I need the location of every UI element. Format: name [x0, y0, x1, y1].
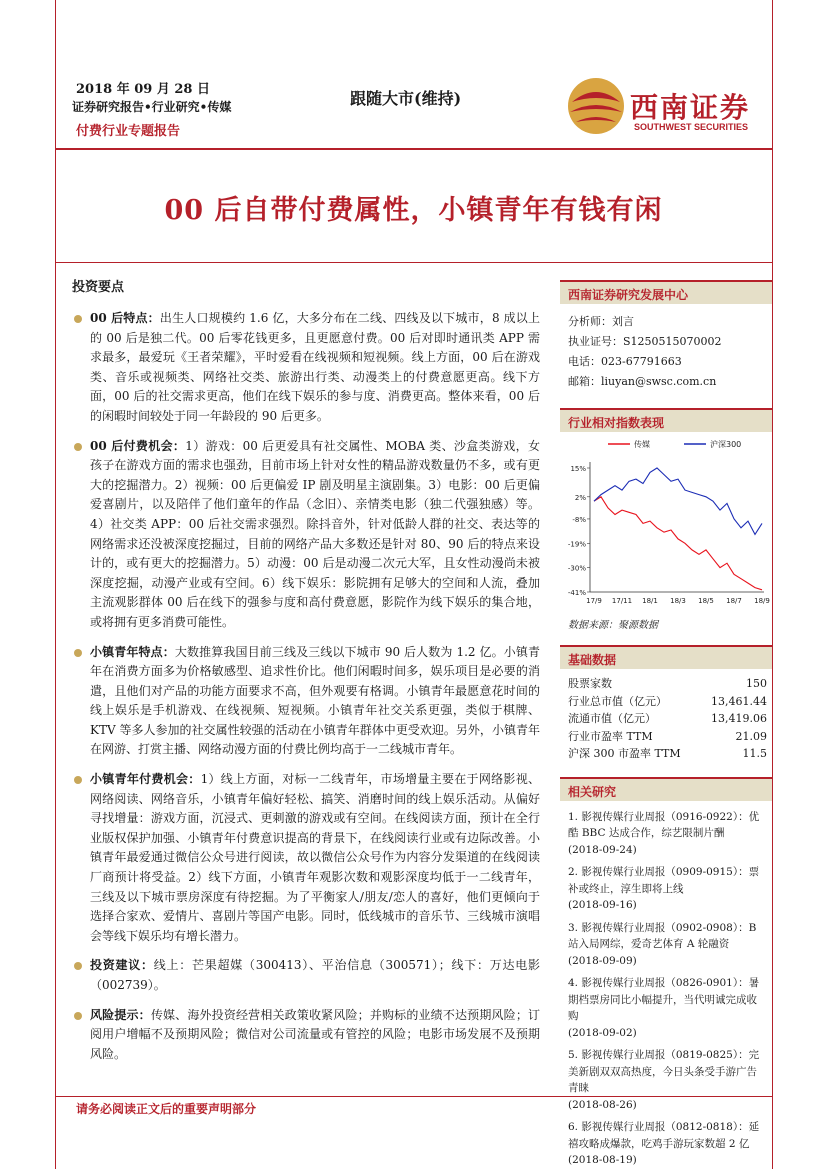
x-tick-label: 18/9 — [754, 597, 770, 605]
investment-point — [70, 643, 540, 761]
phone: 电话：023-67791663 — [568, 355, 682, 368]
point-label: 小镇青年付费机会： — [90, 772, 201, 787]
report-date: 2018 年 09 月 28 日 — [76, 82, 210, 97]
sidebar — [560, 280, 772, 1169]
point-label: 00 后特点： — [90, 311, 160, 325]
license-number: 执业证号：S1250515070002 — [568, 335, 722, 348]
related-research-item[interactable] — [560, 1119, 772, 1169]
series-line-1 — [594, 468, 762, 534]
basic-data-key: 股票家数 — [568, 677, 612, 690]
series-line-0 — [594, 497, 762, 590]
x-tick-label: 18/7 — [726, 597, 742, 605]
investment-point — [70, 309, 540, 427]
y-tick-label: -41% — [567, 589, 586, 597]
basic-data-row — [560, 710, 772, 728]
related-title: 3. 影视传媒行业周报（0902-0908）：B 站入局网综，爱奇艺体育 A 轮融资 — [568, 921, 757, 950]
related-date: (2018-09-09) — [568, 954, 637, 967]
related-title: 4. 影视传媒行业周报（0826-0901）：暑期档票房同比小幅提升，当代明诚完成收购 — [568, 977, 760, 1022]
logo-text-cn: 西南证券 — [630, 91, 751, 124]
investment-point — [70, 956, 540, 995]
x-tick-label: 18/5 — [698, 597, 714, 605]
point-text: 1）游戏：00 后更爱具有社交属性、MOBA 类、沙盒类游戏，女孩子在游戏方面的需求也强劲，目前市场上针对女性的精品游戏数量仍不多，或有更大的挖掘潜力。2）视频：00 后更偏爱 IP 剧及明星主演剧集。3）电影：00 后更偏爱喜剧片，以及陪伴了他们童年的作品（念旧）、亲情类电影（独二代强独感）等。4）社交类 APP：00 后社交需求强烈。除抖音外，针对低龄人群的社交、表达等的网络需求还没被深度挖掘过，目前的网络产品大多数还是针对 80、90 后的特点来设计的，或有更大的挖掘潜力。5）动漫：00 后是动漫二次元大军，且女性动漫尚未被深度挖掘，动漫产业或有空间。6）线下娱乐：影院拥有足够大的空间和人流，叠加主流观影群体 00 后在线下的强参与度和高付费意愿，影院作为线下娱乐的集合地，或将拥有更多消费可能性。 — [90, 438, 540, 629]
legend-label-1: 沪深300 — [710, 440, 742, 449]
basic-data-row — [560, 675, 772, 693]
y-tick-label: -19% — [567, 540, 586, 549]
bullet-dot-icon — [74, 649, 82, 657]
chart-source: 数据来源：聚源数据 — [568, 620, 658, 631]
title-rule — [55, 262, 772, 263]
logo-text-en: SOUTHWEST SECURITIES — [634, 122, 749, 132]
point-text: 1）线上方面，对标一二线青年，市场增量主要在于网络影视、网络阅读、网络音乐，小镇青年偏好轻松、搞笑、消磨时间的线上娱乐活动。从偏好寻找增量：游戏方面，沉浸式、更刺激的游戏或有空间。在线阅读方面，预计在全行业版权保护加强、小镇青年付费意识提高的背景下，在线阅读行业或有边际改善。小镇青年最爱通过微信公众号进行阅读，故以微信公众号作为内容分发渠道的在线阅读厂商预计将受益。2）线下方面，小镇青年观影次数和观影深度均低于一二线青年，三线及以下城市票房深度有待挖掘。为了平衡家人/朋友/恋人的喜好，他们更倾向于选择合家欢、爱情片、喜剧片等国产电影。同时，低线城市的音乐节、三线城市演唱会等线下娱乐均有增长潜力。 — [90, 772, 540, 943]
performance-chart — [560, 432, 772, 614]
basic-data-value: 21.09 — [735, 729, 767, 743]
point-label: 00 后付费机会： — [90, 438, 186, 453]
analyst-name: 分析师：刘言 — [568, 315, 634, 328]
related-research-item[interactable] — [560, 864, 772, 914]
y-tick-label: 2% — [574, 493, 586, 502]
performance-heading: 行业相对指数表现 — [560, 408, 772, 432]
basic-data-value: 13,419.06 — [711, 712, 767, 725]
point-label: 投资建议： — [90, 958, 154, 973]
basic-data-row — [560, 745, 772, 763]
related-date: (2018-09-02) — [568, 1026, 637, 1039]
x-tick-label: 17/11 — [611, 597, 633, 605]
x-tick-label: 18/3 — [670, 597, 686, 605]
point-text: 出生人口规模约 1.6 亿，大多分布在二线、四线及以下城市，8 成以上的 00 后是独二代。00 后零花钱更多，且更愿意付费。00 后对即时通讯类 APP 需求最多，最爱玩《王者荣耀》，平时爱看在线视频和短视频。线上方面，00 后在游戏类、音乐或视频类、网络社交类、旅游出行类、动漫类上的付费意愿更高。线下方面，00 后的社交需求更高，他们在线下娱乐的参与度、消费更高。整体来看，00 后的闲暇时间较处于同一年龄段的 90 后更多。 — [90, 311, 540, 423]
related-title: 5. 影视传媒行业周报（0819-0825）：完美新剧双双高热度，今日头条受手游广告青睐 — [568, 1049, 760, 1094]
basic-data-value: 11.5 — [742, 747, 767, 760]
report-type: 证券研究报告•行业研究•传媒 — [72, 100, 232, 114]
basic-data-value: 150 — [746, 677, 767, 690]
basic-data-key: 行业市盈率 TTM — [568, 729, 653, 743]
investment-point — [70, 770, 540, 946]
x-tick-label: 17/9 — [586, 597, 602, 605]
point-text: 大数推算我国目前三线及三线以下城市 90 后人数为 1.2 亿。小镇青年在消费方面多为价格敏感型、追求性价比。他们闲暇时间多，娱乐项目是必要的消遣，且他们对产品的功能方面要求不高，但外观要有格调。小镇青年最愿意花时间的线上娱乐是手机游戏、在线视频、短视频。小镇青年社交关系更强，类似于棋牌、KTV 等多人参加的社交属性较强的活动在小镇青年群体中更受欢迎。另外，小镇青年在网游、打赏主播、网络动漫方面的付费比例均高于一二线城市青年。 — [90, 644, 540, 757]
disclaimer-note[interactable]: 请务必阅读正文后的重要声明部分 — [76, 1102, 257, 1116]
y-tick-label: 15% — [570, 465, 586, 473]
related-date: (2018-08-19) — [568, 1154, 637, 1166]
related-research-item[interactable] — [560, 975, 772, 1041]
basic-data-row — [560, 728, 772, 746]
related-research-item[interactable] — [560, 920, 772, 970]
basic-data-key: 沪深 300 市盈率 TTM — [568, 747, 681, 760]
bullet-dot-icon — [74, 962, 82, 970]
basic-data-key: 行业总市值（亿元） — [568, 694, 667, 708]
related-date: (2018-08-26) — [568, 1098, 637, 1111]
x-tick-label: 18/1 — [642, 597, 658, 605]
bullet-dot-icon — [74, 315, 82, 323]
related-title: 1. 影视传媒行业周报（0916-0922）：优酷 BBC 达成合作，综艺限制片酬 — [568, 810, 760, 839]
related-date: (2018-09-16) — [568, 899, 637, 911]
y-tick-label: -8% — [572, 515, 586, 524]
bullet-dot-icon — [74, 1012, 82, 1020]
performance-chart-svg — [560, 432, 772, 614]
header-rule — [55, 148, 772, 150]
rating: 跟随大市(维持) — [350, 89, 462, 108]
basic-data-row — [560, 693, 772, 711]
basic-data-key: 流通市值（亿元） — [568, 712, 656, 725]
page-title: 00 后自带付费属性，小镇青年有钱有闲 — [164, 195, 663, 226]
company-logo-icon — [566, 76, 626, 136]
basic-data-value: 13,461.44 — [711, 694, 767, 708]
legend-label-0: 传媒 — [634, 440, 650, 449]
investment-point — [70, 1006, 540, 1065]
related-date: (2018-09-24) — [568, 843, 637, 856]
related-research-item[interactable] — [560, 809, 772, 859]
email: 邮箱：liuyan@swsc.com.cn — [568, 375, 717, 388]
research-center-heading: 西南证券研究发展中心 — [560, 280, 772, 304]
related-title: 6. 影视传媒行业周报（0812-0818）：延禧攻略成爆款，吃鸡手游玩家数超 2 亿 — [568, 1121, 760, 1150]
analyst-info — [560, 304, 772, 392]
frame-line-left — [55, 0, 56, 1169]
point-text: 线上：芒果超媒（300413）、平治信息（300571）；线下：万达电影（002739）。 — [90, 958, 540, 992]
point-text: 传媒、海外投资经营相关政策收紧风险；并购标的业绩不达预期风险；订阅用户增幅不及预期风险；微信对公司流量或有管控的风险；电影市场发展不及预期风险。 — [90, 1007, 540, 1061]
investment-heading: 投资要点 — [72, 280, 125, 295]
bullet-dot-icon — [74, 776, 82, 784]
footer-rule — [55, 1096, 772, 1097]
bullet-dot-icon — [74, 443, 82, 451]
related-research-heading: 相关研究 — [560, 777, 772, 801]
frame-line-right — [772, 0, 773, 1169]
related-title: 2. 影视传媒行业周报（0909-0915）：票补或终止，淳生即将上线 — [568, 866, 760, 895]
related-research-item[interactable] — [560, 1047, 772, 1113]
investment-section — [70, 276, 540, 1074]
report-subtitle: 付费行业专题报告 — [76, 124, 181, 139]
investment-point — [70, 437, 540, 633]
point-label: 风险提示： — [90, 1007, 151, 1022]
basic-data-heading: 基础数据 — [560, 645, 772, 669]
point-label: 小镇青年特点： — [90, 644, 175, 659]
y-tick-label: -30% — [567, 564, 586, 573]
